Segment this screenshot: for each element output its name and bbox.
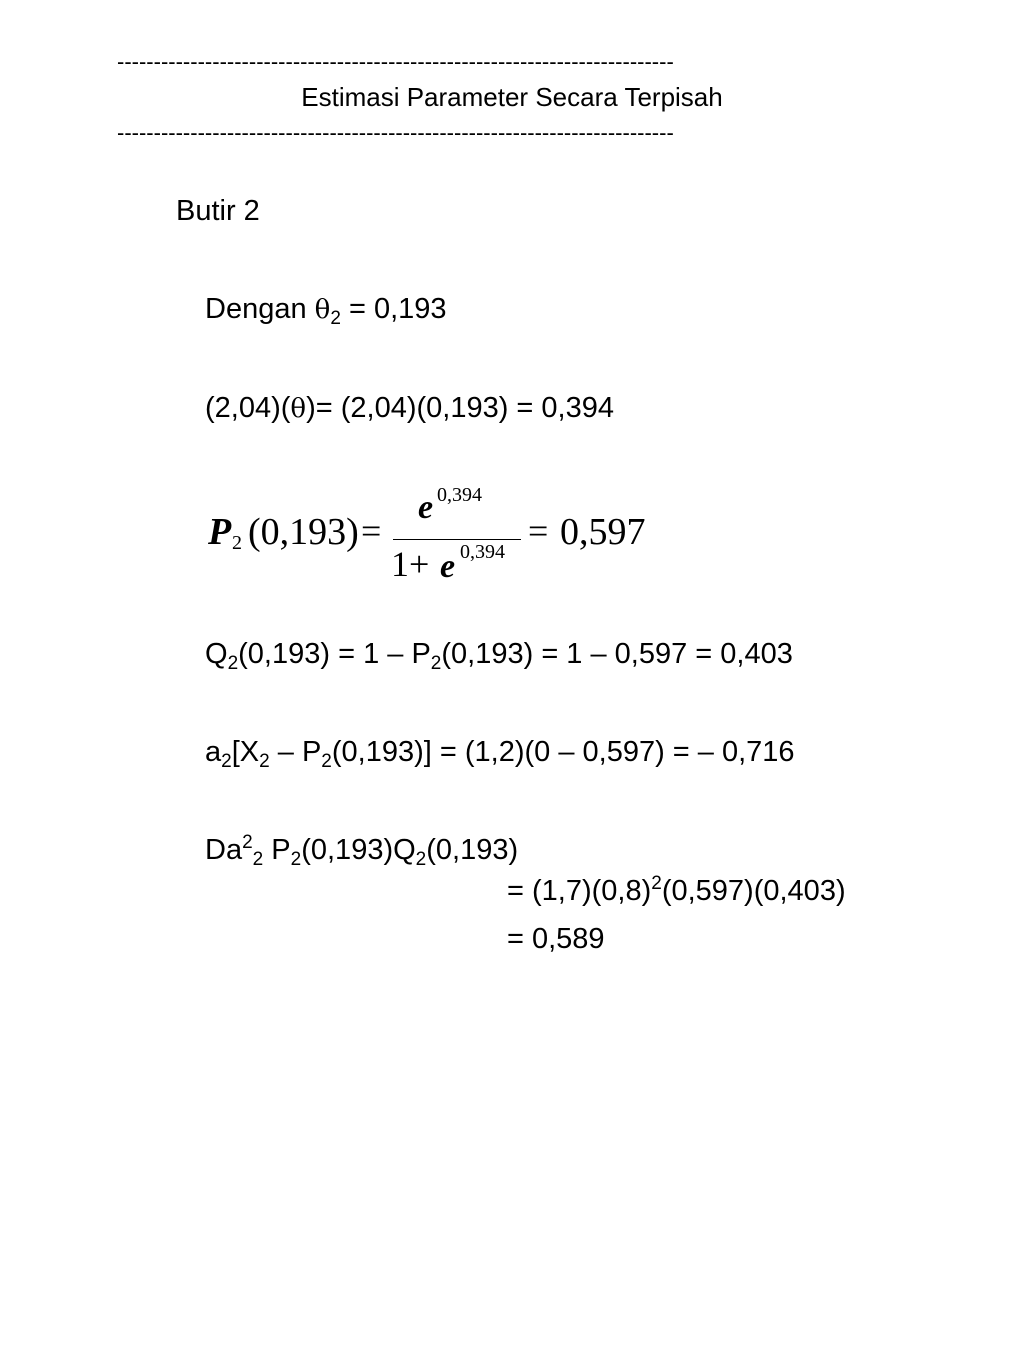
formula-denominator-e: e — [440, 548, 456, 585]
probability-formula — [208, 480, 668, 590]
formula-numerator-e: e — [418, 489, 434, 526]
fraction-bar — [393, 539, 521, 540]
information-result: = 0,589 — [507, 923, 605, 955]
a-line: $a_2[X_2 - P_2(0,193)] = (1,2)(0 - 0,597)$ = – 0,716 — [205, 736, 795, 772]
formula-denominator-one: 1+ — [391, 544, 430, 584]
product-line: (2,04)(θ)= (2,04)(0,193) = 0,394 — [205, 392, 614, 424]
section-heading: Butir 2 — [176, 195, 260, 227]
formula-equals: = — [361, 511, 382, 551]
formula-p: P — [208, 511, 232, 553]
information-line-2: = $(1,7)(0,8)^2(0,597)(0,403)$ — [507, 873, 846, 907]
formula-result: 0,597 — [560, 511, 646, 553]
bottom-rule: ---------------------------------------------------------------------------- — [117, 121, 674, 145]
formula-p-subscript: 2 — [232, 532, 242, 554]
information-line: $Da^2_2$ $P_2(0,193)Q_2(0,193)$ — [205, 832, 519, 870]
page-title: Estimasi Parameter Secara Terpisah — [301, 82, 723, 112]
top-rule: ---------------------------------------------------------------------------- — [117, 50, 674, 74]
formula-equals-result: = — [528, 511, 549, 551]
formula-denominator-exponent: 0,394 — [460, 541, 505, 563]
q-line: $Q_2(0,193) = 1 - P_2(0,193) = 1 - 0,597 = 0,403$ — [205, 638, 793, 674]
theta-line: Dengan $\theta_2 = 0,193$ — [205, 293, 447, 329]
formula-argument: (0,193) — [248, 511, 359, 553]
formula-numerator-exponent: 0,394 — [437, 484, 482, 506]
